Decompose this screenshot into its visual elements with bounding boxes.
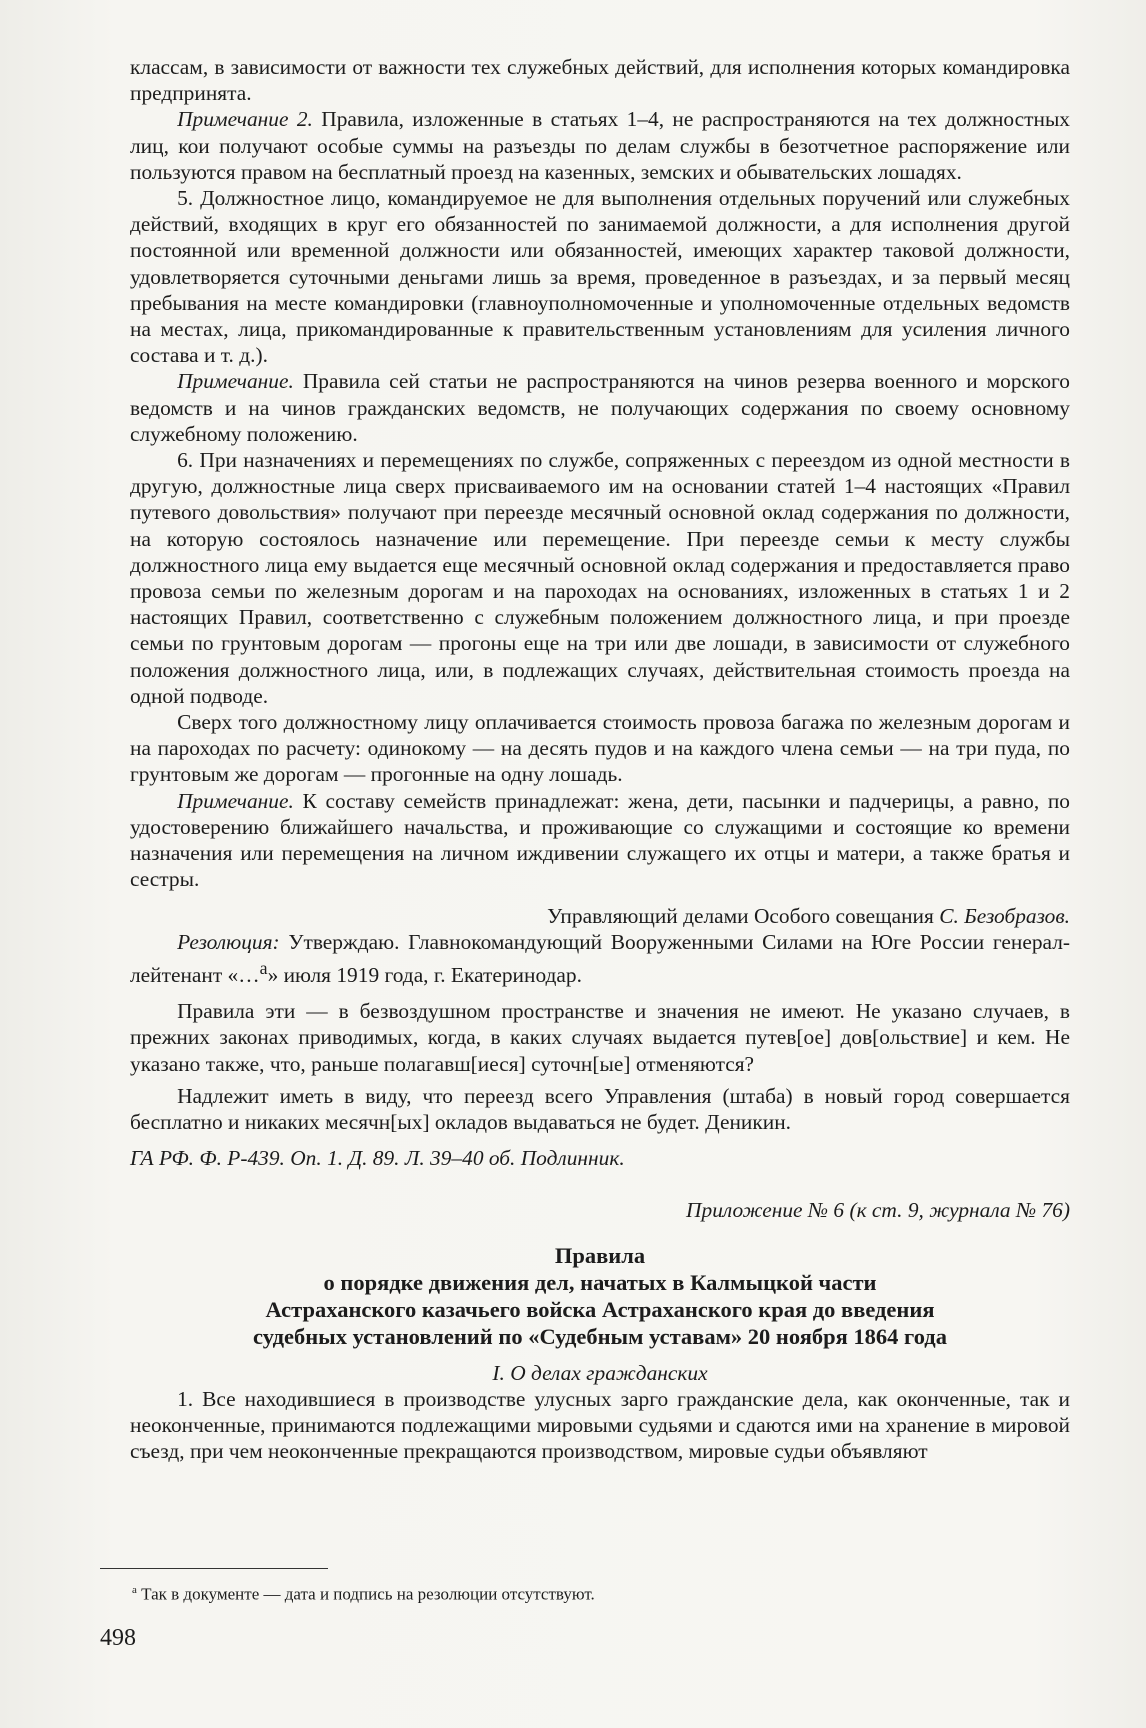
note-art-5 (130, 368, 1070, 447)
rules-title-4: судебных установлений по «Судебным уставам» 20 ноября 1864 года (253, 1323, 947, 1349)
article-5: 5. Должностное лицо, командируемое не для выполнения отдельных поручений или служебных действий, входящих в круг его обязанностей по занимаемой должности, а для исполнения другой постоянной или временной должности или обязанностей, имеющих характер таковой должности, удовлетворяется суточными деньгами лишь за время, проведенное в разъездах, и за первый месяц пребывания на месте командировки (главноуполномоченные и уполномоченные отдельных ведомств на местах, лица, прикомандированные к правительственным установлениям для усиления личного состава и т. д.). (130, 186, 1070, 368)
rules-title-3: Астраханского казачьего войска Астраханского края до введения (265, 1296, 935, 1322)
note-text: Правила сей статьи не распространяются на чинов резерва военного и морского ведомств и на чинов гражданских ведомств, не получающих содержания по своему основному служебному положению. (130, 369, 1070, 446)
civil-article-1: 1. Все находившиеся в производстве улусных зарго гражданские дела, как оконченные, так и неоконченные, принимаются подлежащими мировыми судьями и сдаются ими на хранение в мировой съезд, при чем неоконченные прекращаются производством, мировые судьи объявляют (130, 1386, 1070, 1464)
note-2 (130, 106, 1070, 185)
footnote-divider (100, 1568, 328, 1569)
comment-2: Надлежит иметь в виду, что переезд всего Управления (штаба) в новый город совершается бесплатно и никаких месячн[ых] окладов выдаваться не будет. Деникин. (130, 1083, 1070, 1135)
footnote (132, 1580, 595, 1605)
resolution-text-b: » июля 1919 года, г. Екатеринодар. (267, 963, 582, 988)
note-family-label: Примечание. (177, 788, 294, 813)
signature-text: Управляющий делами Особого совещания (547, 903, 940, 928)
rules-title-1: Правила (554, 1242, 646, 1268)
article-6: 6. При назначениях и перемещениях по службе, сопряженных с переездом из одной местности в другую, должностные лица сверх присваиваемого им на основании статей 1–4 настоящих «Правил путевого довольствия» получают при переезде месячный основной оклад содержания по должности, на которую состоялось назначение или перемещение. При переезде семьи к месту службы должностного лица ему выдается еще месячный основной оклад содержания и предоставляется право провоза семьи по железным дорогам и на пароходах на основаниях, изложенных в статьях 1 и 2 настоящих Правил, соответственно с служебным положением должностного лица, и при проезде семьи по грунтовым дорогам — прогоны еще на три или две лошади, в зависимости от служебного положения должностного лица, или, в подлежащих случаях, действительная стоимость проезда на одной подводе. (130, 448, 1070, 708)
signature-name: С. Безобразов. (939, 903, 1070, 928)
signature (130, 903, 1070, 929)
resolution-text-a: Утверждаю. Главнокомандующий Вооруженными Силами на Юге России генерал-лейтенант «… (130, 929, 1070, 988)
note-family-text: К составу семейств принадлежат: жена, дети, пасынки и падчерицы, а равно, по удостоверению ближайшего начальства, и проживающие со служащими и состоящие ко времени назначения или перемещения на личном иждивении служащего их отцы и матери, а также братья и сестры. (130, 788, 1070, 892)
rules-title-2: о порядке движения дел, начатых в Калмыцкой части (323, 1269, 877, 1295)
comment-1: Правила эти — в безвоздушном пространстве и значения не имеют. Не указано случаев, в прежних законах приводимых, когда, в каких случаях выдается путев[ое] дов[ольствие] и кем. Не указано также, что, раньше полагавш[иеся] суточн[ые] отменяются? (130, 999, 1070, 1076)
paragraph-continuation: классам, в зависимости от важности тех служебных действий, для исполнения которых командировка предпринята. (130, 55, 1070, 106)
baggage-paragraph: Сверх того должностному лицу оплачивается стоимость провоза багажа по железным дорогам и на пароходах по расчету: одинокому — на десять пудов и на каждого члена семьи — на три пуда, по грунтовым же дорогам — прогонные на одну лошадь. (130, 710, 1070, 787)
note-family (130, 788, 1070, 893)
footnote-text: Так в документе — дата и подпись на резолюции отсутствуют. (136, 1584, 595, 1604)
resolution-footnote-marker: а (259, 957, 268, 978)
resolution (130, 929, 1070, 989)
section-heading: I. О делах гражданских (492, 1360, 708, 1385)
appendix-heading: Приложение № 6 (к ст. 9, журнала № 76) (686, 1198, 1070, 1223)
resolution-label: Резолюция: (177, 929, 280, 954)
page-body (130, 54, 1070, 1464)
note-label: Примечание. (177, 369, 294, 394)
page-number: 498 (100, 1625, 136, 1651)
note-2-text: Правила, изложенные в статьях 1–4, не распространяются на тех должностных лиц, кои получают особые суммы на разъезды по делам службы в безотчетное распоряжение или пользуются правом на бесплатный проезд на казенных, земских и обывательских лошадях. (130, 107, 1071, 184)
footnote-marker: а (132, 1584, 137, 1596)
archive-reference: ГА РФ. Ф. Р-439. Оп. 1. Д. 89. Л. 39–40 об. Подлинник. (130, 1146, 625, 1171)
note-2-label: Примечание 2. (177, 107, 313, 132)
